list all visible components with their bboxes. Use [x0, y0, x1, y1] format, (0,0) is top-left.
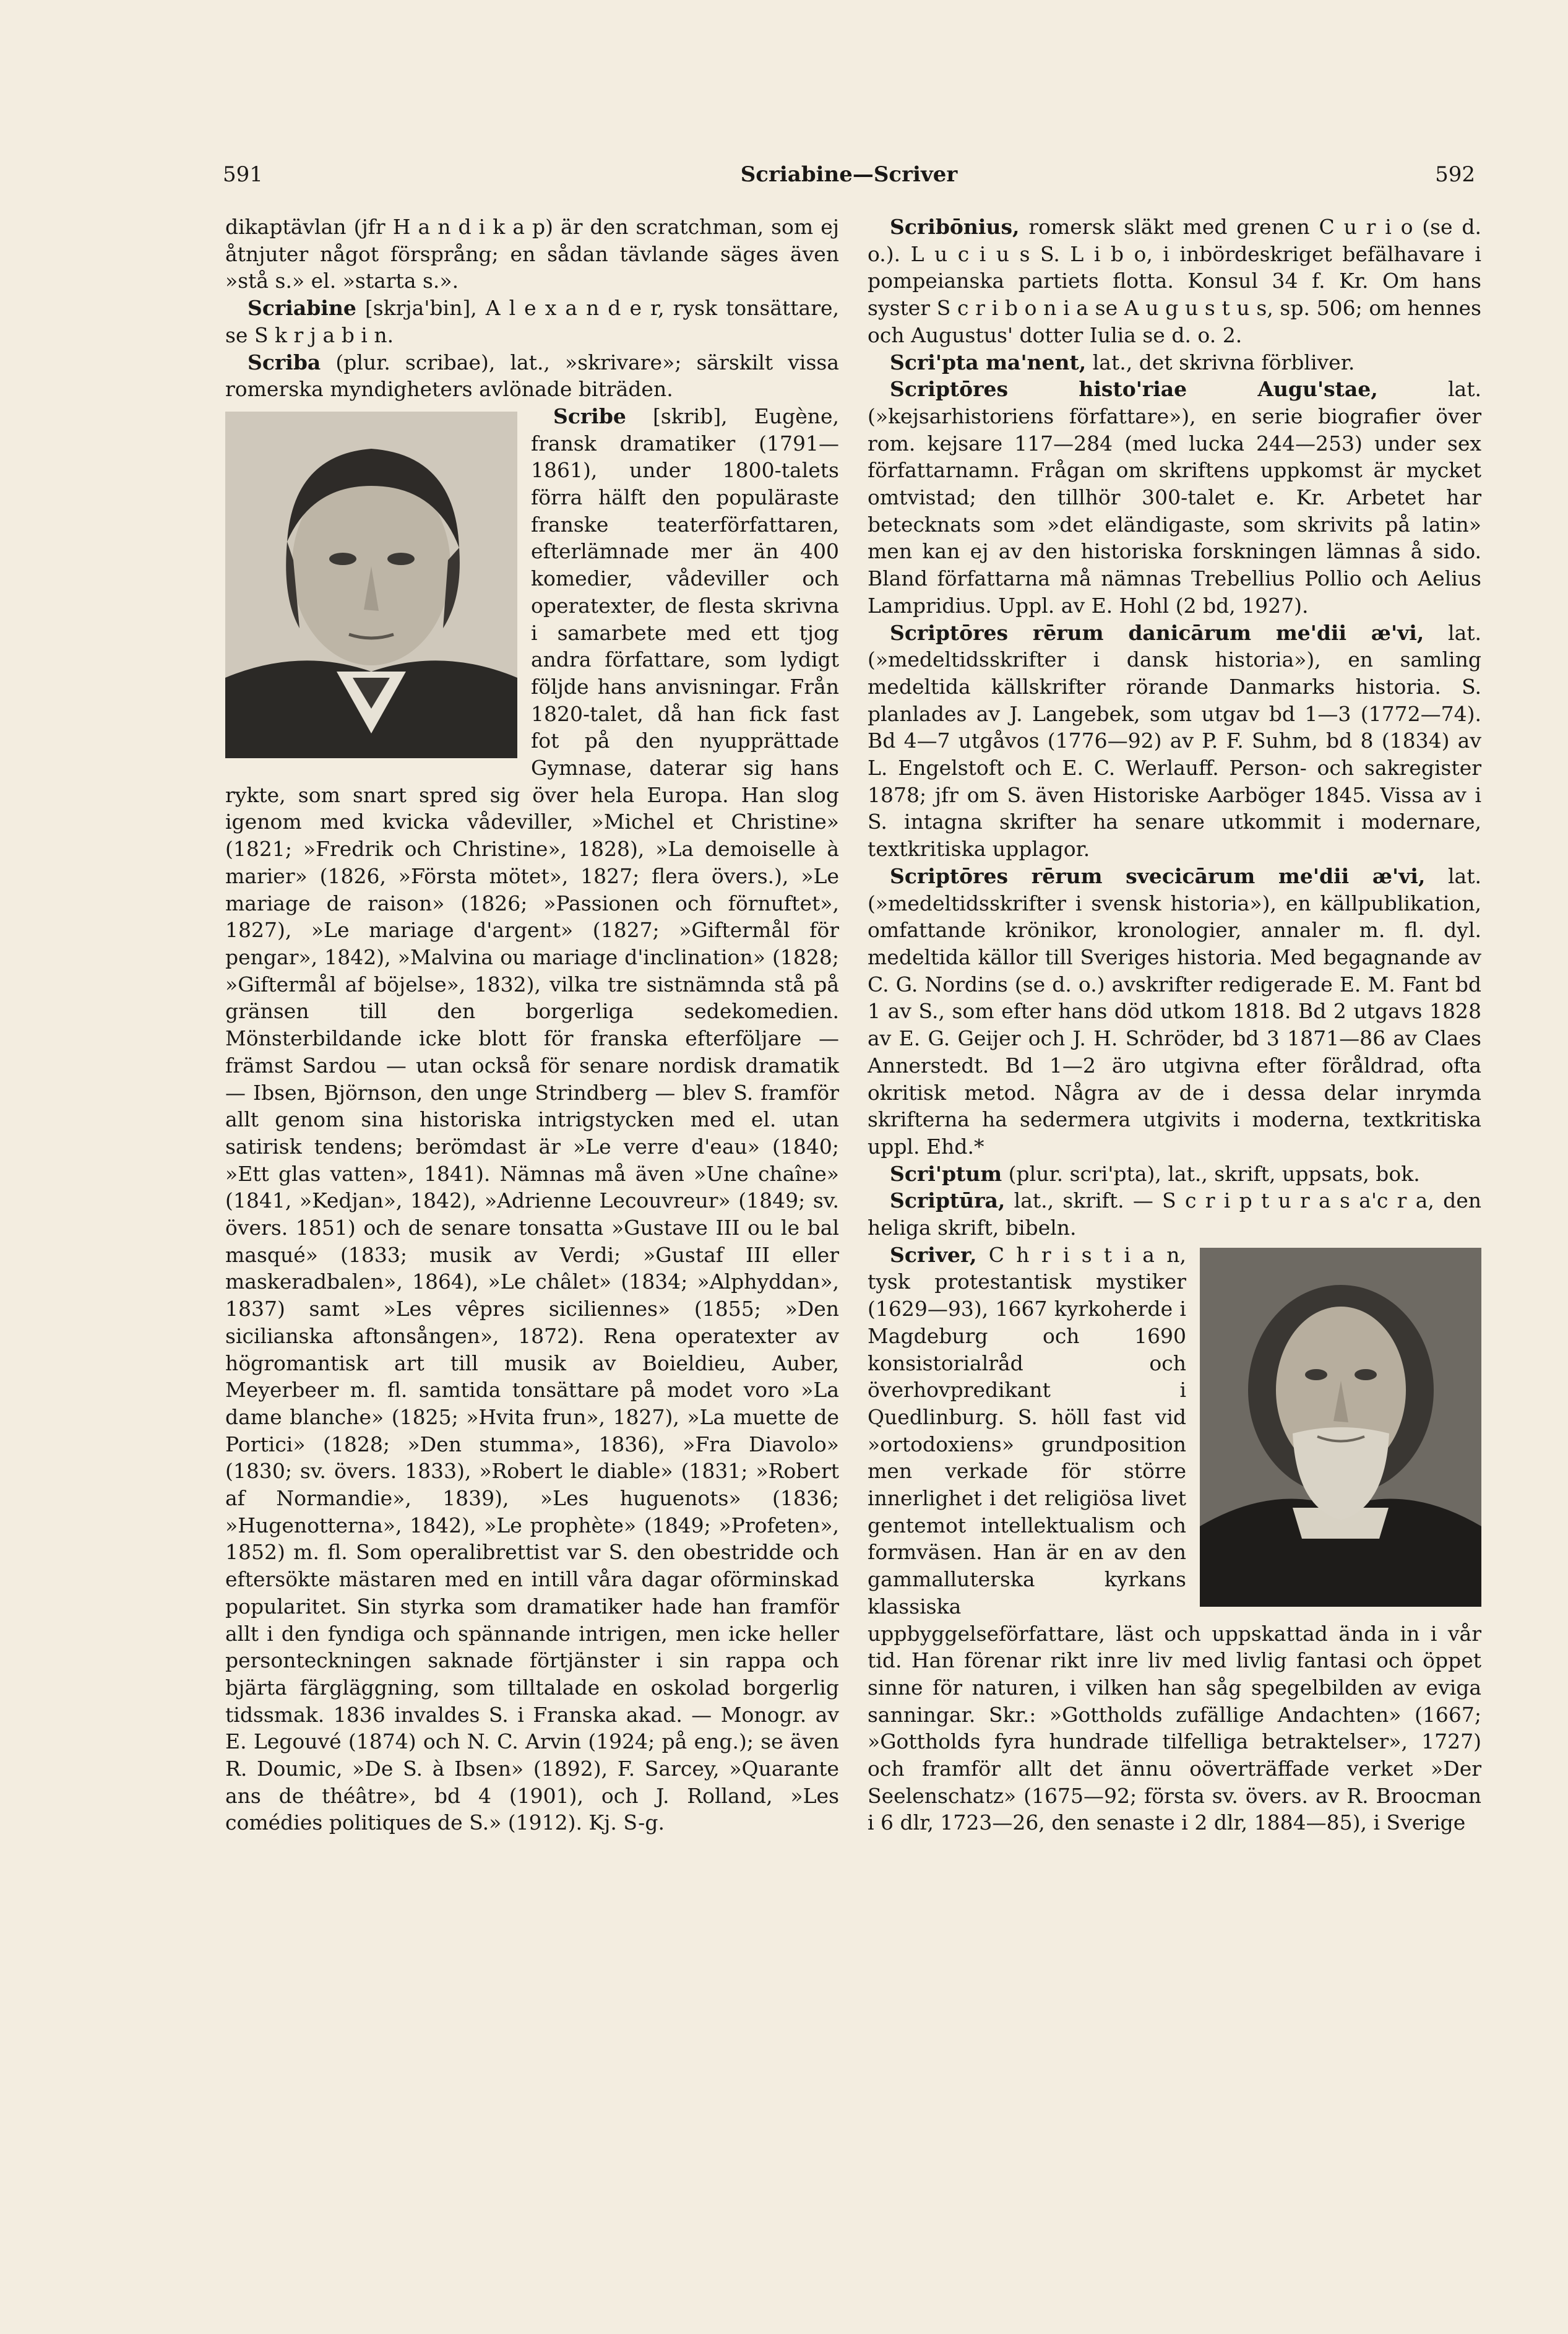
- entry-text: romersk släkt med grenen C u r i o (se d. o.). L u c i u s S. L i b o, i inbördeskriget befälhavare i pompeianska partiets flotta. Konsul 34 f. Kr. Om hans syster S c r i b o n i a se A u g u s t u s, sp. 506; om hennes och Augustus' dotter Iulia se d. o. 2.: [868, 215, 1481, 347]
- entry-text: [skrib], Eugène, fransk dramatiker (1791—1861), under 1800-talets förra hälft den populäraste franske teaterförfattaren, efterlämnade mer än 400 komedier, vådeviller och operatexter, de flesta skrivna i samarbete med ett tjog andra författare, som lydigt följde hans anvisningar. Från 1820-talet, då han fick fast fot på den nyupprättade Gymnase, daterar sig hans rykte, som snart spred sig över hela Europa. Han slog igenom med kvicka vådeviller, »Michel et Christine» (1821; »Fredrik och Christine», 1828), »La demoiselle à marier» (1826, »Första mötet», 1827; flera övers.), »Le mariage de raison» (1826; »Passionen och förnuftet», 1827), »Le mariage d'argent» (1827; »Giftermål för pengar», 1842), »Malvina ou mariage d'inclination» (1828; »Giftermål af böjelse», 1832), vilka tre sistnämnda stå på gränsen till den borgerliga sedekomedien. Mönsterbildande icke blott för franska efterföljare — främst Sardou — utan också för senare nordisk dramatik — Ibsen, Björnson, den unge Strindberg — blev S. framför allt genom sina historiska intrigstycken med el. utan satirisk tendens; berömdast är »Le verre d'eau» (1840; »Ett glas vatten», 1841). Nämnas må även »Une chaîne» (1841, »Kedjan», 1842), »Adrienne Lecouvreur» (1849; sv. övers. 1851) och de senare tonsatta »Gustave III ou le bal masqué» (1833; musik av Verdi; »Gustaf III eller maskeradbalen», 1864), »Le châlet» (1834; »Alphyddan», 1837) samt »Les vêpres siciliennes» (1855; »Den sicilianska aftonsången», 1872). Rena operatexter av högromantisk art till musik av Boieldieu, Auber, Meyerbeer m. fl. samtida tonsättare på modet voro »La dame blanche» (1825; »Hvita frun», 1827), »La muette de Portici» (1828; »Den stumma», 1836), »Fra Diavolo» (1830; sv. övers. 1833), »Robert le diable» (1831; »Robert af Normandie», 1839), »Les huguenots» (1836; »Hugenotterna», 1842), »Le prophète» (1849; »Profeten», 1852) m. fl. Som operalibrettist var S. den obestridde och eftersökte mästaren med en intill våra dagar oförminskad popularitet. Sin styrka som dramatiker hade han framför allt i den fyndiga och spännande intrigen, men icke heller personteckningen saknade förtjänster i sin rappa och bjärta färgläggning, som tilltalade en oskolad borgerlig tidssmak. 1836 invaldes S. i Franska akad. — Monogr. av E. Legouvé (1874) och N. C. Arvin (1924; på eng.); se även R. Doumic, »De S. à Ibsen» (1892), F. Sarcey, »Quarante ans de théâtre», bd 4 (1901), och J. Rolland, »Les comédies politiques de S.» (1912). Kj. S-g.: [225, 404, 839, 1835]
- headword-scriptores-historiae: Scriptōres histo'riae Augu'stae,: [890, 377, 1378, 402]
- right-column: [868, 214, 1481, 1836]
- entry-text: C h r i s t i a n, tysk protestantisk mystiker (1629—93), 1667 kyrkoherde i Magdeburg och 1690 konsistorialråd och överhovpredikant i Quedlinburg. S. höll fast vid »ortodoxiens» grundposition men verkade för större innerlighet i det religiösa livet gentemot intellektualism och formväsen. Han är en av den gammalluterska kyrkans klassiska uppbyggelseförfattare, läst och uppskattad ända in i vår tid. Han förenar rikt inre liv med livlig fantasi och öppet sinne för naturen, i vilken han såg spegelbilden av eviga sanningar. Skr.: »Gottholds zufällige Andachten» (1667; »Gottholds fyra hundrade tilfelliga betraktelser», 1727) och framför allt det ännu oöverträffade verket »Der Seelenschatz» (1675—92; första sv. övers. av R. Broocman i 6 dlr, 1723—26, den senaste i 2 dlr, 1884—85), i Sverige: [868, 1242, 1481, 1835]
- headword-scriptum: Scri'ptum: [890, 1161, 1002, 1186]
- headword-scriptura: Scriptūra,: [890, 1188, 1006, 1213]
- entry-scriptores-svecicarum: [868, 863, 1481, 1161]
- entry-scriabine: [225, 295, 839, 348]
- entry-text: (plur. scri'pta), lat., skrift, uppsats, bok.: [1002, 1161, 1420, 1186]
- entry-scriptores-danicarum: [868, 620, 1481, 863]
- entry-scriptura: [868, 1187, 1481, 1241]
- entry-text: lat., skrift. — S c r i p t u r a s a'c r a, den heliga skrift, bibeln.: [868, 1188, 1481, 1240]
- left-column: [225, 214, 839, 1836]
- entry-scribonius: [868, 214, 1481, 349]
- headword-scriver: Scriver,: [890, 1242, 977, 1267]
- headword-scriptores-danicarum: Scriptōres rērum danicārum me'dii æ'vi,: [890, 620, 1424, 645]
- entry-text: (plur. scribae), lat., »skrivare»; särskilt vissa romerska myndigheters avlönade biträden.: [225, 350, 839, 402]
- headword-scribe: Scribe: [553, 404, 626, 428]
- entry-scriptum: [868, 1161, 1481, 1188]
- portrait-scriver: [1200, 1248, 1481, 1607]
- entry-scriba: [225, 349, 839, 403]
- entry-text: [skrja'bin], A l e x a n d e r, rysk tonsättare, se S k r j a b i n.: [225, 296, 839, 347]
- page-number-right: 592: [1435, 162, 1475, 187]
- headword-scripta-manent: Scri'pta ma'nent,: [890, 350, 1087, 374]
- headword-scribonius: Scribōnius,: [890, 215, 1020, 239]
- entry-scripta-manent: [868, 349, 1481, 376]
- entry-text: lat. (»medeltidsskrifter i svensk historia»), en källpublikation, omfattande krönikor, kronologier, annaler m. fl. dyl. medeltida källor till Sveriges historia. Med begagnande av C. G. Nordins (se d. o.) avskrifter redigerade E. M. Fant bd 1 av S., som efter hans död utkom 1818. Bd 2 utgavs 1828 av E. G. Geijer och J. H. Schröder, bd 3 1871—86 av Claes Annerstedt. Bd 1—2 äro utgivna efter föråldrad, ofta okritisk metod. Några av de i dessa delar inrymda skrifterna ha sedermera utgivits i moderna, textkritiska uppl. Ehd.*: [868, 863, 1481, 1159]
- entry-scriptores-historiae: [868, 376, 1481, 619]
- entry-text: lat. (»medeltidsskrifter i dansk historia»), en samling medeltida källskrifter rörande Danmarks historia. S. planlades av J. Langebek, som utgav bd 1—3 (1772—74). Bd 4—7 utgåvos (1776—92) av P. F. Suhm, bd 8 (1834) av L. Engelstoft och E. C. Werlauff. Person- och sakregister 1878; jfr om S. även Historiske Aarböger 1845. Vissa av i S. intagna skrifter ha senare utkommit i modernare, textkritiska upplagor.: [868, 620, 1481, 862]
- entry-scratch-continued: dikaptävlan (jfr H a n d i k a p) är den scratchman, som ej åtnjuter något försprång; en sådan tävlande säges även »stå s.» el. »starta s.».: [225, 215, 839, 293]
- page-header: [223, 162, 1475, 193]
- running-title: Scriabine—Scriver: [740, 162, 958, 187]
- entry-text: lat., det skrivna förbliver.: [1086, 350, 1355, 374]
- portrait-scribe: [225, 412, 517, 758]
- page-number-left: 591: [223, 162, 263, 187]
- entry-text: lat. (»kejsarhistoriens författare»), en serie biografier över rom. kejsare 117—284 (med lucka 244—253) under sex författarnamn. Frågan om skriftens uppkomst är mycket omtvistad; den tillhör 300-talet e. Kr. Arbetet har betecknats som »det eländigaste, som skrivits på latin» men kan ej av den historiska forskningen lämnas å sido. Bland författarna må nämnas Trebellius Pollio och Aelius Lampridius. Uppl. av E. Hohl (2 bd, 1927).: [868, 377, 1481, 618]
- headword-scriba: Scriba: [248, 350, 321, 374]
- headword-scriabine: Scriabine: [248, 296, 356, 321]
- headword-scriptores-svecicarum: Scriptōres rērum svecicārum me'dii æ'vi,: [890, 863, 1426, 888]
